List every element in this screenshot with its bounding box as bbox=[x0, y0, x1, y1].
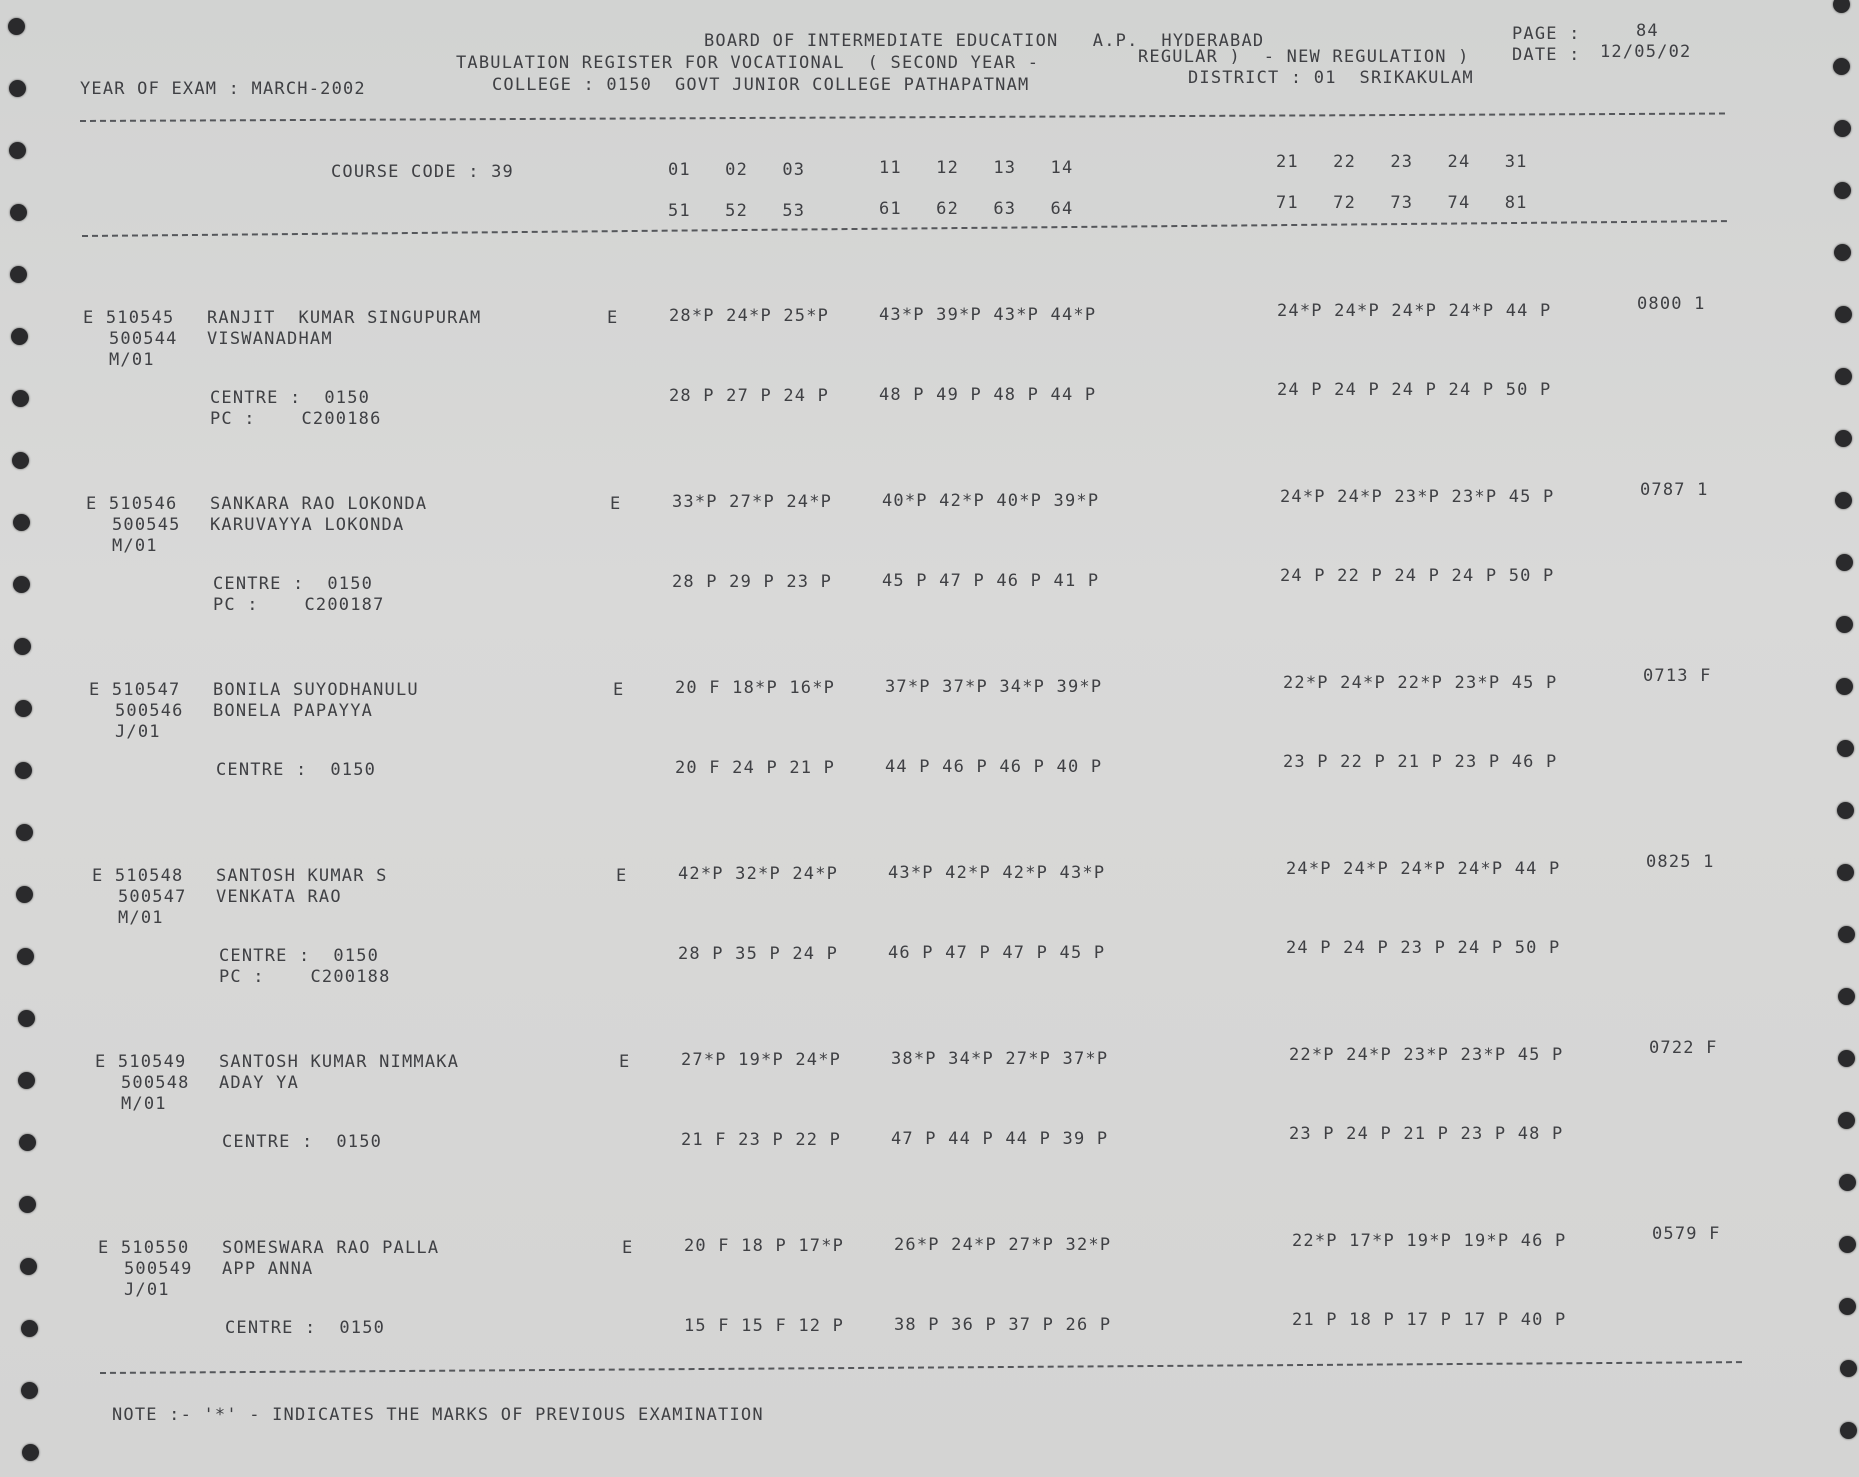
subject-codes-g3-top: 21 22 23 24 31 bbox=[1276, 152, 1528, 172]
divider-codes bbox=[82, 220, 1727, 237]
student-roll-number: E 510550 bbox=[98, 1238, 190, 1258]
medium-code: E bbox=[610, 494, 622, 514]
marks-first-g1: 33*P 27*P 24*P bbox=[672, 492, 833, 512]
student-reference: 500544 bbox=[109, 329, 178, 349]
regulation-text: REGULAR ) - NEW REGULATION ) bbox=[1138, 47, 1470, 67]
page-label: PAGE : bbox=[1512, 24, 1581, 44]
feed-hole bbox=[1839, 1174, 1856, 1191]
feed-hole bbox=[11, 328, 28, 345]
marks-second-g1: 20 F 24 P 21 P bbox=[675, 758, 836, 778]
feed-hole bbox=[1836, 678, 1853, 695]
marks-second-g2: 44 P 46 P 46 P 40 P bbox=[885, 757, 1103, 777]
parent-name: APP ANNA bbox=[222, 1259, 314, 1279]
feed-hole bbox=[1837, 864, 1854, 881]
feed-hole bbox=[1837, 740, 1854, 757]
student-group: J/01 bbox=[124, 1280, 170, 1300]
student-reference: 500548 bbox=[121, 1073, 190, 1093]
marks-second-g3: 21 P 18 P 17 P 17 P 40 P bbox=[1292, 1310, 1567, 1330]
marks-second-g3: 24 P 24 P 24 P 24 P 50 P bbox=[1277, 380, 1552, 400]
feed-hole bbox=[8, 18, 25, 35]
divider-top bbox=[80, 113, 1725, 122]
student-group: M/01 bbox=[121, 1094, 167, 1114]
feed-hole bbox=[18, 1010, 35, 1027]
marks-first-g2: 26*P 24*P 27*P 32*P bbox=[894, 1235, 1112, 1255]
divider-bottom bbox=[100, 1361, 1742, 1374]
marks-second-g1: 28 P 35 P 24 P bbox=[678, 944, 839, 964]
feed-hole bbox=[10, 204, 27, 221]
student-group: M/01 bbox=[118, 908, 164, 928]
parent-name: KARUVAYYA LOKONDA bbox=[210, 515, 405, 535]
marks-second-g1: 21 F 23 P 22 P bbox=[681, 1130, 842, 1150]
subject-codes-g1-top: 01 02 03 bbox=[668, 160, 806, 180]
feed-hole bbox=[9, 142, 26, 159]
marks-second-g2: 46 P 47 P 47 P 45 P bbox=[888, 943, 1106, 963]
marks-first-g2: 38*P 34*P 27*P 37*P bbox=[891, 1049, 1109, 1069]
feed-hole bbox=[1835, 368, 1852, 385]
feed-hole bbox=[1840, 1422, 1857, 1439]
total-result: 0800 1 bbox=[1637, 294, 1706, 314]
medium-code: E bbox=[616, 866, 628, 886]
note-text: NOTE :- '*' - INDICATES THE MARKS OF PREVIOUS EXAMINATION bbox=[112, 1405, 764, 1425]
marks-second-g3: 24 P 22 P 24 P 24 P 50 P bbox=[1280, 566, 1555, 586]
district-info: DISTRICT : 01 SRIKAKULAM bbox=[1188, 68, 1474, 88]
exam-centre: CENTRE : 0150 bbox=[213, 574, 374, 594]
feed-hole bbox=[1834, 244, 1851, 261]
feed-hole bbox=[1835, 430, 1852, 447]
left-feed-holes bbox=[8, 0, 38, 1477]
student-group: J/01 bbox=[115, 722, 161, 742]
college-info: COLLEGE : 0150 GOVT JUNIOR COLLEGE PATHAPATNAM bbox=[492, 75, 1030, 95]
feed-hole bbox=[18, 1072, 35, 1089]
marks-second-g3: 23 P 22 P 21 P 23 P 46 P bbox=[1283, 752, 1558, 772]
exam-centre: CENTRE : 0150 bbox=[219, 946, 380, 966]
marks-first-g1: 20 F 18 P 17*P bbox=[684, 1236, 845, 1256]
feed-hole bbox=[1833, 0, 1850, 13]
feed-hole bbox=[20, 1258, 37, 1275]
feed-hole bbox=[1838, 926, 1855, 943]
feed-hole bbox=[15, 700, 32, 717]
feed-hole bbox=[1834, 120, 1851, 137]
parent-name: VENKATA RAO bbox=[216, 887, 342, 907]
student-group: M/01 bbox=[112, 536, 158, 556]
subject-codes-g2-bottom: 61 62 63 64 bbox=[879, 199, 1074, 219]
feed-hole bbox=[1833, 58, 1850, 75]
feed-hole bbox=[19, 1134, 36, 1151]
marks-first-g3: 24*P 24*P 23*P 23*P 45 P bbox=[1280, 487, 1555, 507]
marks-second-g3: 23 P 24 P 21 P 23 P 48 P bbox=[1289, 1124, 1564, 1144]
student-roll-number: E 510547 bbox=[89, 680, 181, 700]
total-result: 0787 1 bbox=[1640, 480, 1709, 500]
feed-hole bbox=[1840, 1360, 1857, 1377]
student-roll-number: E 510548 bbox=[92, 866, 184, 886]
total-result: 0825 1 bbox=[1646, 852, 1715, 872]
student-roll-number: E 510546 bbox=[86, 494, 178, 514]
medium-code: E bbox=[613, 680, 625, 700]
board-title: BOARD OF INTERMEDIATE EDUCATION A.P. HYDERABAD bbox=[704, 31, 1265, 51]
total-result: 0722 F bbox=[1649, 1038, 1718, 1058]
register-title: TABULATION REGISTER FOR VOCATIONAL ( SECOND YEAR - bbox=[456, 53, 1040, 73]
student-name: SANTOSH KUMAR NIMMAKA bbox=[219, 1052, 460, 1072]
pc-number: PC : C200186 bbox=[210, 409, 382, 429]
feed-hole bbox=[19, 1196, 36, 1213]
feed-hole bbox=[1839, 1298, 1856, 1315]
student-name: SANKARA RAO LOKONDA bbox=[210, 494, 428, 514]
feed-hole bbox=[9, 80, 26, 97]
parent-name: ADAY YA bbox=[219, 1073, 300, 1093]
pc-number: PC : C200188 bbox=[219, 967, 391, 987]
page-number: 84 bbox=[1636, 21, 1659, 41]
marks-first-g1: 28*P 24*P 25*P bbox=[669, 306, 830, 326]
student-reference: 500547 bbox=[118, 887, 187, 907]
feed-hole bbox=[1834, 182, 1851, 199]
date-value: 12/05/02 bbox=[1600, 42, 1692, 62]
marks-first-g3: 22*P 17*P 19*P 19*P 46 P bbox=[1292, 1231, 1567, 1251]
feed-hole bbox=[1838, 1050, 1855, 1067]
marks-second-g1: 15 F 15 F 12 P bbox=[684, 1316, 845, 1336]
exam-centre: CENTRE : 0150 bbox=[216, 760, 377, 780]
marks-first-g3: 22*P 24*P 23*P 23*P 45 P bbox=[1289, 1045, 1564, 1065]
marks-first-g3: 24*P 24*P 24*P 24*P 44 P bbox=[1277, 301, 1552, 321]
total-result: 0713 F bbox=[1643, 666, 1712, 686]
marks-second-g2: 48 P 49 P 48 P 44 P bbox=[879, 385, 1097, 405]
marks-second-g2: 45 P 47 P 46 P 41 P bbox=[882, 571, 1100, 591]
marks-first-g2: 43*P 42*P 42*P 43*P bbox=[888, 863, 1106, 883]
marks-second-g1: 28 P 27 P 24 P bbox=[669, 386, 830, 406]
total-result: 0579 F bbox=[1652, 1224, 1721, 1244]
student-name: RANJIT KUMAR SINGUPURAM bbox=[207, 308, 482, 328]
feed-hole bbox=[12, 452, 29, 469]
feed-hole bbox=[1838, 1112, 1855, 1129]
marks-second-g1: 28 P 29 P 23 P bbox=[672, 572, 833, 592]
parent-name: VISWANADHAM bbox=[207, 329, 333, 349]
feed-hole bbox=[17, 948, 34, 965]
medium-code: E bbox=[622, 1238, 634, 1258]
marks-first-g3: 24*P 24*P 24*P 24*P 44 P bbox=[1286, 859, 1561, 879]
student-reference: 500545 bbox=[112, 515, 181, 535]
student-name: SANTOSH KUMAR S bbox=[216, 866, 388, 886]
feed-hole bbox=[1836, 554, 1853, 571]
medium-code: E bbox=[607, 308, 619, 328]
feed-hole bbox=[21, 1382, 38, 1399]
feed-hole bbox=[21, 1320, 38, 1337]
feed-hole bbox=[13, 514, 30, 531]
marks-first-g2: 40*P 42*P 40*P 39*P bbox=[882, 491, 1100, 511]
subject-codes-g1-bottom: 51 52 53 bbox=[668, 201, 806, 221]
parent-name: BONELA PAPAYYA bbox=[213, 701, 374, 721]
student-roll-number: E 510549 bbox=[95, 1052, 187, 1072]
marks-first-g1: 42*P 32*P 24*P bbox=[678, 864, 839, 884]
exam-centre: CENTRE : 0150 bbox=[210, 388, 371, 408]
subject-codes-g3-bottom: 71 72 73 74 81 bbox=[1276, 193, 1528, 213]
feed-hole bbox=[12, 390, 29, 407]
student-reference: 500546 bbox=[115, 701, 184, 721]
student-reference: 500549 bbox=[124, 1259, 193, 1279]
student-name: SOMESWARA RAO PALLA bbox=[222, 1238, 440, 1258]
medium-code: E bbox=[619, 1052, 631, 1072]
marks-first-g2: 43*P 39*P 43*P 44*P bbox=[879, 305, 1097, 325]
marks-first-g2: 37*P 37*P 34*P 39*P bbox=[885, 677, 1103, 697]
feed-hole bbox=[15, 762, 32, 779]
marks-first-g1: 20 F 18*P 16*P bbox=[675, 678, 836, 698]
marks-first-g3: 22*P 24*P 22*P 23*P 45 P bbox=[1283, 673, 1558, 693]
feed-hole bbox=[1835, 492, 1852, 509]
feed-hole bbox=[13, 576, 30, 593]
feed-hole bbox=[10, 266, 27, 283]
date-label: DATE : bbox=[1512, 45, 1581, 65]
exam-centre: CENTRE : 0150 bbox=[225, 1318, 386, 1338]
feed-hole bbox=[16, 886, 33, 903]
pc-number: PC : C200187 bbox=[213, 595, 385, 615]
feed-hole bbox=[16, 824, 33, 841]
student-group: M/01 bbox=[109, 350, 155, 370]
subject-codes-g2-top: 11 12 13 14 bbox=[879, 158, 1074, 178]
year-of-exam: YEAR OF EXAM : MARCH-2002 bbox=[80, 79, 366, 99]
marks-second-g2: 38 P 36 P 37 P 26 P bbox=[894, 1315, 1112, 1335]
marks-first-g1: 27*P 19*P 24*P bbox=[681, 1050, 842, 1070]
feed-hole bbox=[1837, 802, 1854, 819]
student-name: BONILA SUYODHANULU bbox=[213, 680, 419, 700]
feed-hole bbox=[22, 1444, 39, 1461]
feed-hole bbox=[1838, 988, 1855, 1005]
marks-second-g2: 47 P 44 P 44 P 39 P bbox=[891, 1129, 1109, 1149]
exam-centre: CENTRE : 0150 bbox=[222, 1132, 383, 1152]
course-code: COURSE CODE : 39 bbox=[331, 162, 514, 182]
feed-hole bbox=[14, 638, 31, 655]
feed-hole bbox=[1835, 306, 1852, 323]
right-feed-holes bbox=[1827, 0, 1857, 1477]
feed-hole bbox=[1836, 616, 1853, 633]
student-roll-number: E 510545 bbox=[83, 308, 175, 328]
feed-hole bbox=[1839, 1236, 1856, 1253]
marks-second-g3: 24 P 24 P 23 P 24 P 50 P bbox=[1286, 938, 1561, 958]
